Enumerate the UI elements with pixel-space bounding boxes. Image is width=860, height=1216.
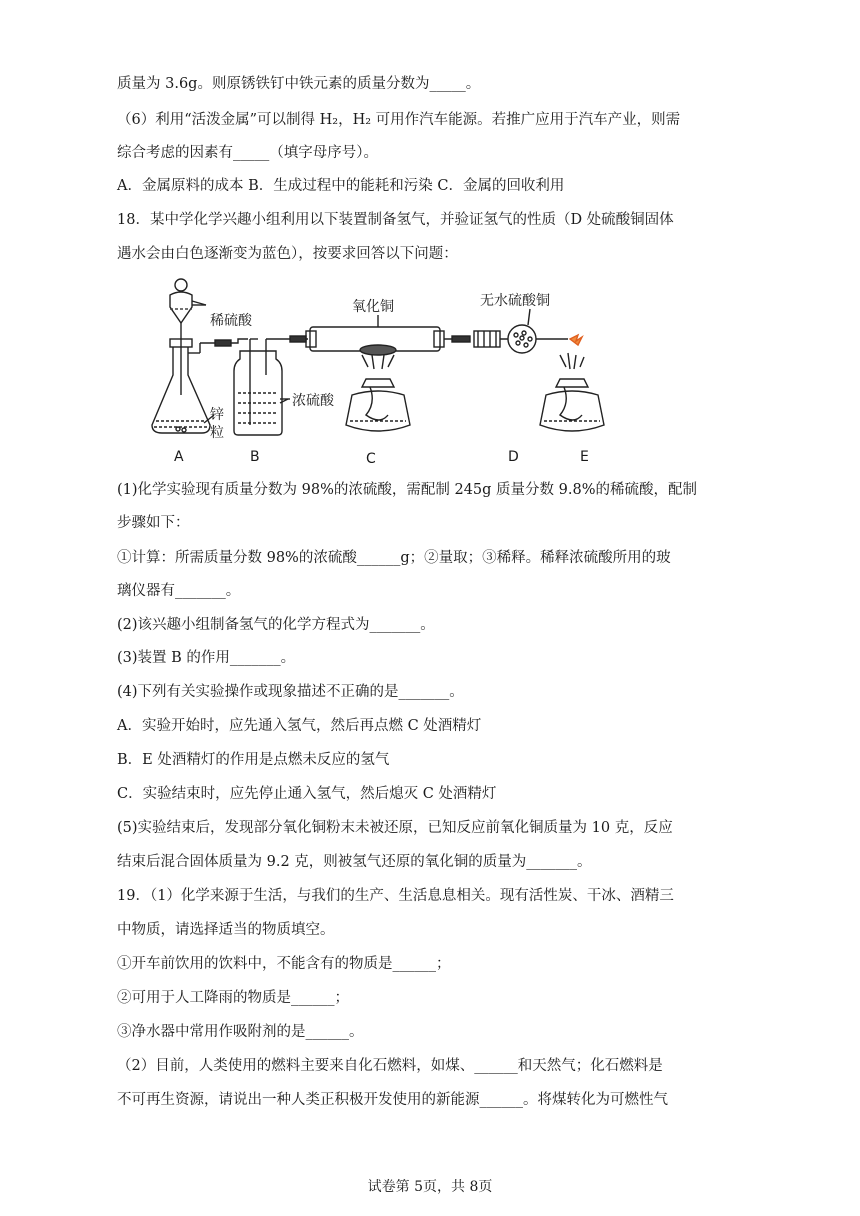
station-label: B xyxy=(250,449,260,465)
text-line: ②可用于人工降雨的物质是______； xyxy=(117,990,349,1006)
label-zinc-2: 粒 xyxy=(210,425,224,441)
text-line: ①计算：所需质量分数 98%的浓硫酸______g；②量取；③稀释。稀释浓硫酸所用的玻 xyxy=(117,550,671,566)
text-line: 结束后混合固体质量为 9.2 克，则被氢气还原的氧化铜的质量为_______。 xyxy=(117,854,592,870)
text-line: （2）目前，人类使用的燃料主要来自化石燃料，如煤、______和天然气；化石燃料是 xyxy=(117,1058,663,1074)
station-label: A xyxy=(174,449,184,465)
label-copper-oxide: 氧化铜 xyxy=(352,299,394,315)
label-conc-sulfuric-acid: 浓硫酸 xyxy=(292,393,334,409)
text-line: ③净水器中常用作吸附剂的是______。 xyxy=(117,1024,364,1040)
text-line: 不可再生资源，请说出一种人类正积极开发使用的新能源______。将煤转化为可燃性气 xyxy=(117,1092,668,1108)
page-footer: 试卷第 5页，共 8页 xyxy=(367,1179,493,1195)
station-label: D xyxy=(508,449,519,465)
text-line: (4)下列有关实验操作或现象描述不正确的是_______。 xyxy=(117,684,464,700)
station-label: E xyxy=(580,449,589,465)
text-line: 璃仪器有_______。 xyxy=(117,583,241,599)
text-line: 遇水会由白色逐渐变为蓝色），按要求回答以下问题： xyxy=(117,246,458,262)
text-line: A．金属原料的成本 B．生成过程中的能耗和污染 C．金属的回收利用 xyxy=(117,178,565,194)
text-line: （6）利用“活泼金属”可以制得 H₂，H₂ 可用作汽车能源。若推广应用于汽车产业，则需 xyxy=(117,112,681,128)
apparatus-c xyxy=(306,327,444,431)
text-line: B．E 处酒精灯的作用是点燃未反应的氢气 xyxy=(117,752,390,768)
text-line: 中物质，请选择适当的物质填空。 xyxy=(117,922,335,938)
text-line: (2)该兴趣小组制备氢气的化学方程式为_______。 xyxy=(117,617,435,633)
text-line: ①开车前饮用的饮料中，不能含有的物质是______； xyxy=(117,956,451,972)
text-line: 18．某中学化学兴趣小组利用以下装置制备氢气，并验证氢气的性质（D 处硫酸铜固体 xyxy=(117,212,674,228)
text-line: 综合考虑的因素有_____（填字母序号）。 xyxy=(117,145,378,161)
label-zinc-1: 锌 xyxy=(210,407,224,423)
text-line: 19．（1）化学来源于生活，与我们的生产、生活息息相关。现有活性炭、干冰、酒精三 xyxy=(117,888,674,904)
text-line: (1)化学实验现有质量分数为 98%的浓硫酸，需配制 245g 质量分数 9.8%的稀硫酸，配制 xyxy=(117,482,697,498)
label-dilute-sulfuric-acid: 稀硫酸 xyxy=(210,313,252,329)
text-line: 质量为 3.6g。则原锈铁钉中铁元素的质量分数为_____。 xyxy=(117,76,481,92)
apparatus-b xyxy=(234,339,308,435)
text-line: (3)装置 B 的作用_______。 xyxy=(117,650,296,666)
text-line: C．实验结束时，应先停止通入氢气，然后熄灭 C 处酒精灯 xyxy=(117,786,497,802)
text-line: 步骤如下： xyxy=(117,515,190,531)
apparatus-a xyxy=(152,279,214,433)
apparatus-d xyxy=(474,325,568,353)
text-line: (5)实验结束后，发现部分氧化铜粉末未被还原，已知反应前氧化铜质量为 10 克，反应 xyxy=(117,820,673,836)
station-label: C xyxy=(366,451,376,467)
label-anhydrous-cuso4: 无水硫酸铜 xyxy=(480,293,550,309)
apparatus-figure xyxy=(140,275,610,475)
text-line: A．实验开始时，应先通入氢气，然后再点燃 C 处酒精灯 xyxy=(117,718,482,734)
apparatus-e xyxy=(540,335,604,431)
